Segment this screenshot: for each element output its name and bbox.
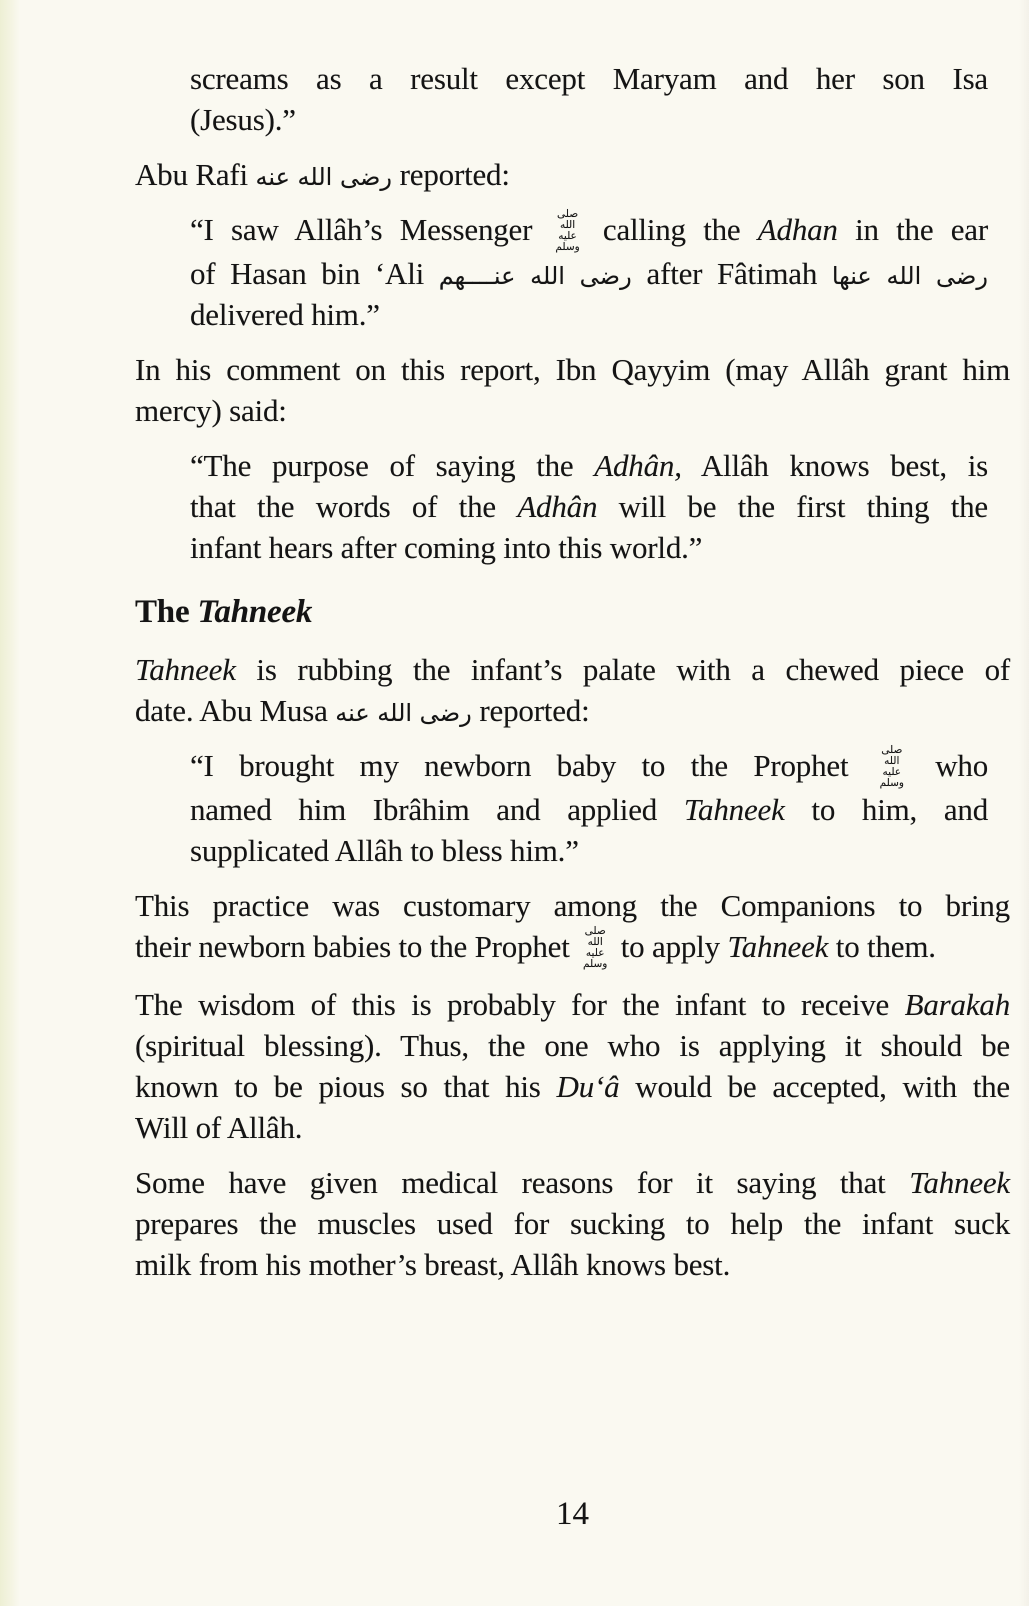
- body-paragraph: [135, 649, 1010, 731]
- text-run: is rubbing the infant’s palate with a chewed piece of: [235, 652, 1010, 688]
- text-run: “The purpose of saying the: [190, 448, 595, 484]
- text-line: [190, 209, 988, 253]
- text-run: date. Abu Musa: [135, 693, 336, 729]
- arabic-honorific: رضى الله عنه: [255, 163, 392, 191]
- text-line: [190, 99, 988, 140]
- text-run: supplicated Allâh to bless him.”: [190, 833, 579, 869]
- body-paragraph: [135, 154, 1010, 195]
- text-line: [135, 1025, 1010, 1066]
- arabic-honorific: رضى الله عنه: [335, 699, 472, 728]
- text-run: milk from his mother’s breast, Allâh knows best.: [135, 1247, 731, 1283]
- arabic-honorific: رضى الله عنــــهم: [438, 262, 632, 291]
- pbuh-calligraphy-icon: صلى الله عليه وسلم: [555, 208, 580, 254]
- text-run: The: [135, 594, 198, 631]
- quote-paragraph: [190, 745, 988, 871]
- text-run: delivered him.”: [190, 297, 380, 333]
- text-run: reported:: [391, 157, 510, 192]
- text-run: This practice was customary among the Companions to bring: [135, 888, 1010, 924]
- text-run: Some have given medical reasons for it saying that: [135, 1165, 910, 1201]
- scan-edge-strip: [0, 0, 20, 1606]
- text-run: named him Ibrâhim and applied: [190, 792, 684, 828]
- text-run: their newborn babies to the Prophet: [135, 929, 578, 965]
- text-block: [135, 44, 1010, 1299]
- text-run: will be the first thing the: [597, 489, 988, 525]
- text-run: to them.: [828, 929, 936, 965]
- text-line: [135, 1107, 1010, 1148]
- text-run: to apply: [613, 929, 728, 965]
- text-run: after Fâtimah: [631, 256, 832, 292]
- text-run: known to be pious so that his: [135, 1069, 557, 1105]
- scan-right-shade: [1019, 0, 1029, 1606]
- text-line: [190, 58, 988, 99]
- text-run: Abu Rafi: [135, 157, 256, 192]
- text-line: [190, 527, 988, 568]
- body-paragraph: [135, 1162, 1010, 1285]
- text-line: [135, 349, 1010, 390]
- body-paragraph: [135, 885, 1010, 970]
- text-run: of Hasan bin ‘Ali: [190, 256, 439, 292]
- text-run: to him, and: [784, 792, 989, 828]
- quote-paragraph: [190, 445, 988, 568]
- text-line: [135, 1066, 1010, 1107]
- text-run: Adhân: [517, 489, 598, 525]
- text-run: Tahneek: [909, 1165, 1010, 1201]
- text-line: [135, 690, 1010, 731]
- text-run: prepares the muscles used for sucking to help the infant suck: [135, 1206, 1010, 1242]
- text-line: [135, 885, 1010, 926]
- text-run: “I saw Allâh’s Messenger: [190, 212, 550, 248]
- section-heading: [135, 592, 1010, 633]
- text-run: mercy) said:: [135, 393, 287, 429]
- text-run: “I brought my newborn baby to the Prophet: [190, 748, 874, 784]
- text-run: Adhân,: [594, 448, 682, 484]
- text-run: Adhan: [757, 212, 838, 248]
- text-line: [135, 154, 1010, 195]
- text-line: [135, 926, 1010, 970]
- body-paragraph: [135, 984, 1010, 1148]
- text-run: (spiritual blessing). Thus, the one who is applying it should be: [135, 1028, 1010, 1064]
- text-run: would be accepted, with the: [619, 1069, 1010, 1105]
- page-number: 14: [556, 1496, 589, 1532]
- arabic-honorific: رضى الله عنها: [831, 262, 988, 291]
- text-run: Barakah: [904, 987, 1010, 1023]
- text-line: [135, 649, 1010, 690]
- text-run: Tahneek: [727, 929, 829, 965]
- text-line: [190, 294, 988, 335]
- text-line: [190, 789, 988, 830]
- text-line: [190, 445, 988, 486]
- text-line: [135, 592, 1010, 633]
- text-line: [135, 984, 1010, 1025]
- text-run: Tahneek: [683, 792, 785, 828]
- text-run: reported:: [471, 693, 590, 729]
- text-line: [190, 253, 988, 294]
- text-run: Du‘â: [556, 1069, 620, 1105]
- quote-paragraph: [190, 209, 988, 335]
- text-run: Will of Allâh.: [135, 1110, 303, 1146]
- text-run: Tahneek: [197, 594, 313, 631]
- text-line: [135, 390, 1010, 431]
- text-run: who: [909, 748, 988, 784]
- text-run: infant hears after coming into this world.”: [190, 530, 703, 566]
- text-run: that the words of the: [190, 489, 518, 525]
- body-paragraph: [135, 349, 1010, 431]
- text-line: [135, 1244, 1010, 1285]
- text-line: [190, 745, 988, 789]
- text-run: (Jesus).”: [190, 102, 296, 137]
- text-run: screams as a result except Maryam and her son Isa: [190, 61, 988, 96]
- text-run: calling the: [585, 212, 758, 248]
- text-line: [190, 830, 988, 871]
- text-run: Tahneek: [135, 652, 236, 688]
- text-run: In his comment on this report, Ibn Qayyim (may Allâh grant him: [135, 352, 1010, 388]
- pbuh-calligraphy-icon: صلى الله عليه وسلم: [879, 744, 904, 790]
- text-line: [135, 1162, 1010, 1203]
- quote-paragraph: [190, 58, 988, 140]
- text-line: [135, 1203, 1010, 1244]
- text-line: [190, 486, 988, 527]
- pbuh-calligraphy-icon: صلى الله عليه وسلم: [583, 925, 608, 971]
- text-run: Allâh knows best, is: [681, 448, 988, 484]
- text-run: in the ear: [837, 212, 988, 248]
- text-run: The wisdom of this is probably for the infant to receive: [135, 987, 905, 1023]
